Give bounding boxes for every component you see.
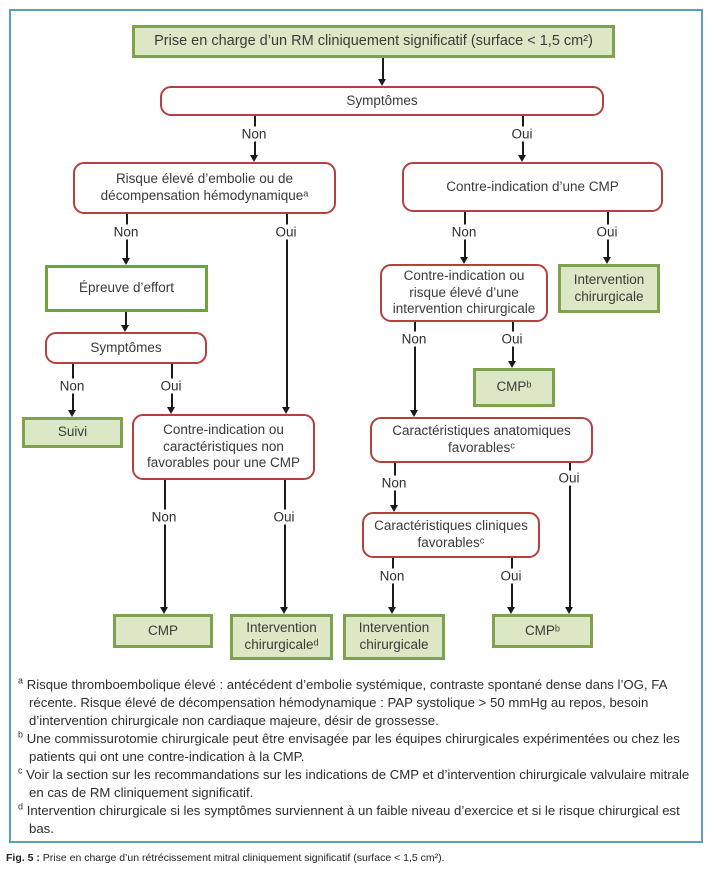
node-intervention-chirurgicale-bas: Intervention chirurgicale xyxy=(343,614,445,660)
node-suivi: Suivi xyxy=(22,417,123,448)
node-cmp-b-milieu: CMPᵇ xyxy=(473,368,555,407)
arrowhead-icon xyxy=(167,407,175,414)
decision-label-non: Non xyxy=(57,379,88,394)
connector-line xyxy=(286,214,288,407)
arrowhead-icon xyxy=(122,258,130,265)
decision-label-non: Non xyxy=(149,510,180,525)
node-ci-caracteristiques-non-favorables: Contre-indication ou caractéristiques non favorables pour une CMP xyxy=(132,414,315,480)
arrowhead-icon xyxy=(388,607,396,614)
decision-label-non: Non xyxy=(399,332,430,347)
arrowhead-icon xyxy=(507,607,515,614)
decision-label-oui: Oui xyxy=(555,471,582,486)
node-intervention-chirurgicale-d: Intervention chirurgicaleᵈ xyxy=(230,614,333,660)
arrowhead-icon xyxy=(390,505,398,512)
node-risque-embolie: Risque élevé d’embolie ou de décompensation hémodynamiqueᵃ xyxy=(73,162,336,214)
footnote-text: Risque thromboembolique élevé : antécédent d’embolie systémique, contraste spontané dense dans l’OG, FA récente. Risque élevé de décompensation hémodynamique : PAP systolique > 50 mmHg au repos, besoin d’intervention chirurgicale non cardiaque majeure, désir de grossesse. xyxy=(26,677,667,728)
arrowhead-icon xyxy=(410,410,418,417)
arrowhead-icon xyxy=(603,257,611,264)
footnote-marker: d xyxy=(18,801,24,812)
decision-label-oui: Oui xyxy=(593,225,620,240)
node-ci-risque-intervention: Contre-indication ou risque élevé d’une intervention chirurgicale xyxy=(380,264,548,322)
decision-label-non: Non xyxy=(449,225,480,240)
decision-label-oui: Oui xyxy=(272,225,299,240)
footnote-text: Une commissurotomie chirurgicale peut être envisagée par les équipes chirurgicales expérimentées ou chez les patients qui ont une contre-indication à la CMP. xyxy=(26,731,680,764)
node-contre-indication-cmp: Contre-indication d’une CMP xyxy=(402,162,663,212)
arrowhead-icon xyxy=(378,79,386,86)
arrowhead-icon xyxy=(68,410,76,417)
decision-label-oui: Oui xyxy=(497,569,524,584)
node-epreuve-effort: Épreuve d’effort xyxy=(45,265,208,312)
decision-label-oui: Oui xyxy=(508,127,535,142)
decision-label-oui: Oui xyxy=(498,332,525,347)
arrowhead-icon xyxy=(460,257,468,264)
footnote-a xyxy=(18,676,694,730)
arrowhead-icon xyxy=(518,155,526,162)
footnote-b xyxy=(18,730,694,766)
decision-label-non: Non xyxy=(379,476,410,491)
arrowhead-icon xyxy=(565,607,573,614)
footnote-c xyxy=(18,766,694,802)
decision-label-non: Non xyxy=(239,127,270,142)
footnotes-block xyxy=(18,676,694,838)
decision-label-non: Non xyxy=(377,569,408,584)
node-cmp-b-bas: CMPᵇ xyxy=(492,614,593,648)
node-title: Prise en charge d’un RM cliniquement significatif (surface < 1,5 cm²) xyxy=(132,25,615,58)
node-intervention-chirurgicale-droite: Intervention chirurgicale xyxy=(558,264,660,313)
footnote-d xyxy=(18,802,694,838)
arrowhead-icon xyxy=(160,607,168,614)
node-cmp-bas: CMP xyxy=(113,614,213,648)
figure-caption xyxy=(6,852,706,864)
caption-text: Prise en charge d’un rétrécissement mitral cliniquement significatif (surface < 1,5 cm²). xyxy=(39,852,445,864)
decision-label-oui: Oui xyxy=(157,379,184,394)
node-caracteristiques-cliniques: Caractéristiques cliniques favorablesᶜ xyxy=(362,512,540,558)
arrowhead-icon xyxy=(121,325,129,332)
connector-line xyxy=(164,480,166,607)
footnote-marker: c xyxy=(18,765,23,776)
connector-line xyxy=(382,58,384,79)
footnote-text: Intervention chirurgicale si les symptômes surviennent à un faible niveau d’exercice et si le risque chirurgical est bas. xyxy=(26,803,680,836)
arrowhead-icon xyxy=(282,407,290,414)
node-symptomes-1: Symptômes xyxy=(160,86,604,116)
arrowhead-icon xyxy=(508,361,516,368)
decision-label-oui: Oui xyxy=(270,510,297,525)
arrowhead-icon xyxy=(250,155,258,162)
footnote-text: Voir la section sur les recommandations sur les indications de CMP et d’intervention chirurgicale valvulaire mitrale en cas de RM cliniquement significatif. xyxy=(26,767,690,800)
connector-line xyxy=(284,480,286,607)
arrowhead-icon xyxy=(280,607,288,614)
node-caracteristiques-anatomiques: Caractéristiques anatomiques favorablesᶜ xyxy=(370,417,593,463)
caption-prefix: Fig. 5 : xyxy=(6,852,40,864)
connector-line xyxy=(125,312,127,325)
footnote-marker: a xyxy=(18,675,24,686)
footnote-marker: b xyxy=(18,729,24,740)
decision-label-non: Non xyxy=(111,225,142,240)
node-symptomes-2: Symptômes xyxy=(45,332,207,364)
